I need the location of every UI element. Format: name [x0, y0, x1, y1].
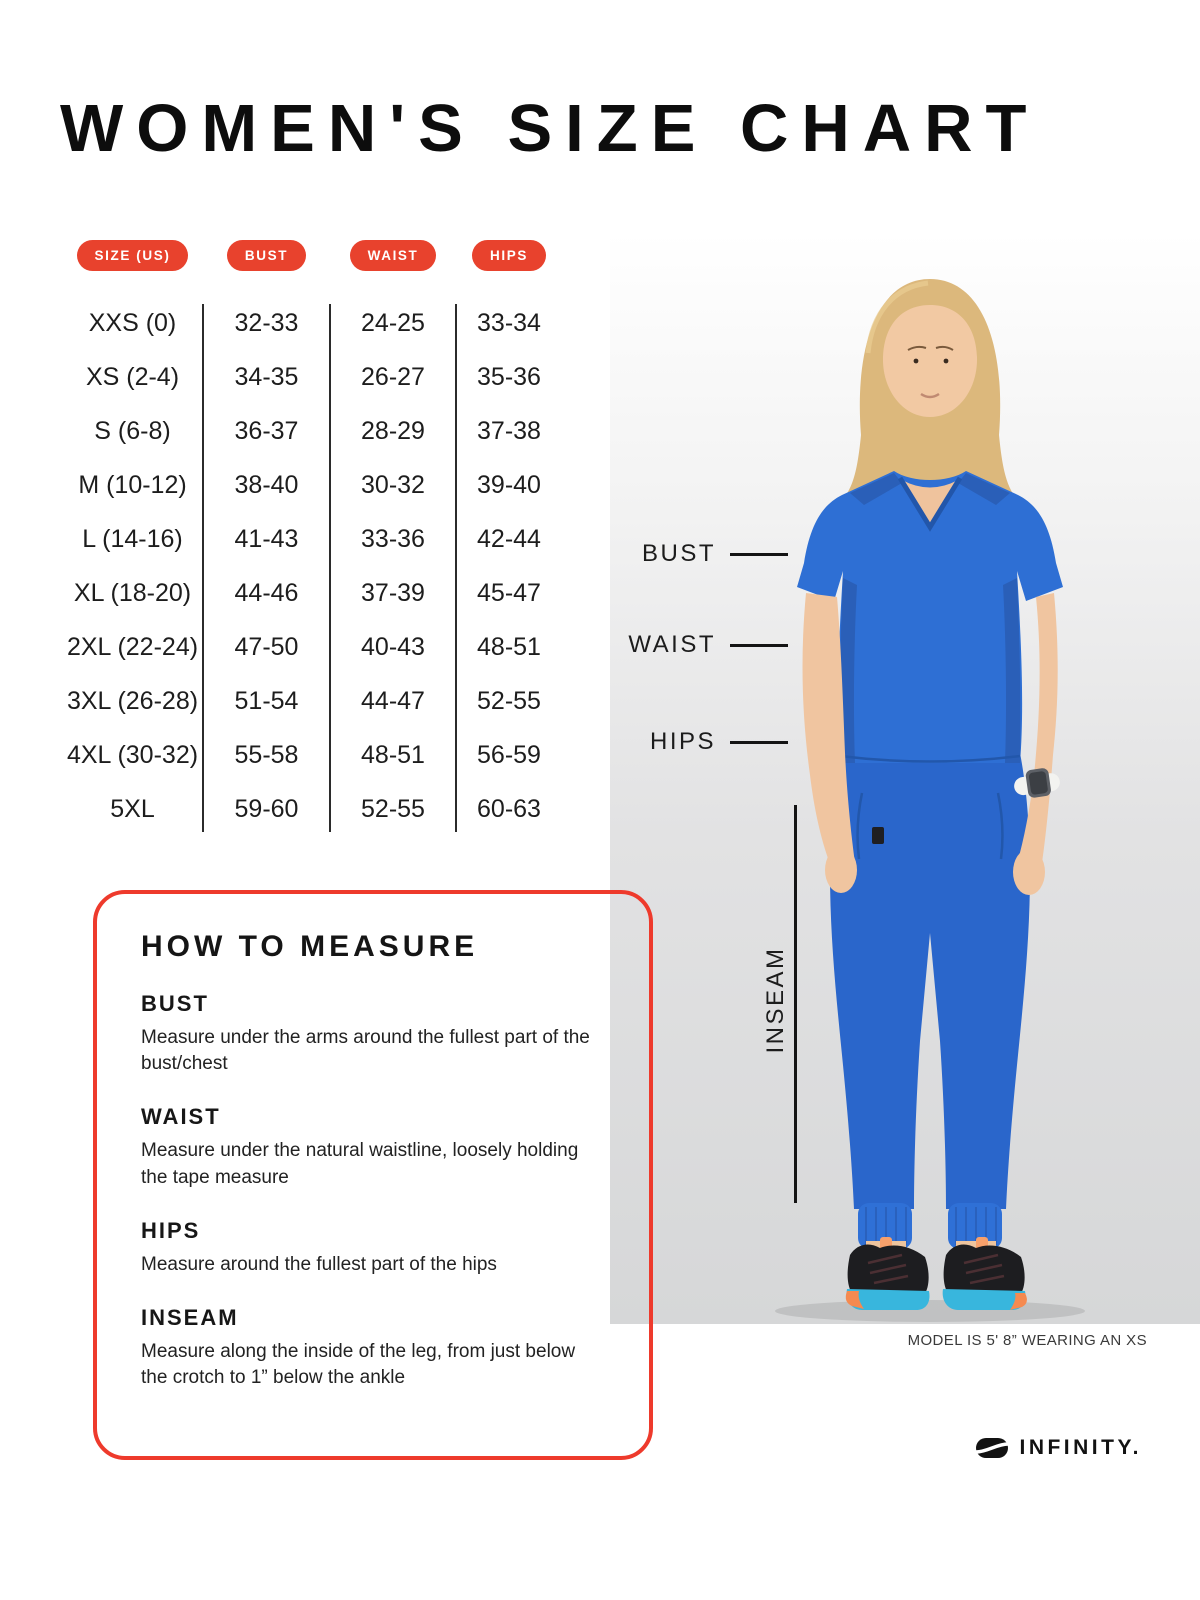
htm-inseam-text: Measure along the inside of the leg, from just below the crotch to 1” below the ankle — [141, 1341, 576, 1389]
bust-cell: 59-60 — [234, 794, 299, 823]
bust-callout-label: BUST — [641, 540, 716, 567]
bust-callout — [628, 540, 788, 568]
hips-cell: 33-34 — [477, 308, 541, 337]
waist-cell: 28-29 — [361, 416, 425, 445]
how-to-measure-box — [93, 890, 653, 1460]
bust-cell: 32-33 — [234, 308, 299, 337]
header-pill-bust: BUST — [227, 240, 306, 271]
table-row — [62, 728, 562, 782]
hips-callout-label: HIPS — [649, 728, 716, 755]
size-cell: 5XL — [110, 794, 155, 823]
model-photo — [610, 232, 1200, 1324]
hips-callout — [628, 728, 788, 756]
hips-cell: 45-47 — [477, 578, 541, 607]
table-row — [62, 566, 562, 620]
table-row — [62, 296, 562, 350]
brand-name: INFINITY. — [1019, 1436, 1142, 1459]
table-row — [62, 620, 562, 674]
header-pill-waist: WAIST — [350, 240, 437, 271]
waist-cell: 30-32 — [361, 470, 425, 499]
htm-hips-label: HIPS — [141, 1217, 201, 1243]
size-cell: S (6-8) — [94, 416, 171, 445]
waist-callout-line — [730, 644, 788, 647]
size-cell: 4XL (30-32) — [66, 740, 199, 769]
hips-cell: 60-63 — [477, 794, 541, 823]
page-title: WOMEN'S SIZE CHART — [60, 91, 1040, 166]
bust-callout-line — [730, 553, 788, 556]
waist-callout-label: WAIST — [628, 631, 716, 658]
size-cell: XS (2-4) — [85, 362, 180, 391]
hips-cell: 42-44 — [477, 524, 541, 553]
size-cell: XL (18-20) — [73, 578, 192, 607]
htm-waist-label: WAIST — [141, 1104, 221, 1130]
size-table-header — [62, 240, 562, 271]
hips-cell: 52-55 — [477, 686, 541, 715]
bust-cell: 34-35 — [234, 362, 299, 391]
size-cell: XXS (0) — [88, 308, 177, 337]
waist-cell: 44-47 — [361, 686, 425, 715]
column-divider — [455, 304, 457, 832]
inseam-callout-line — [794, 805, 797, 1203]
table-row — [62, 782, 562, 836]
hips-callout-line — [730, 741, 788, 744]
sneaker-left — [846, 1237, 930, 1310]
table-row — [62, 512, 562, 566]
infinity-logo-icon — [975, 1436, 1009, 1460]
waist-cell: 33-36 — [361, 524, 425, 553]
header-pill-size: SIZE (US) — [77, 240, 189, 271]
size-table-rows — [62, 296, 562, 836]
how-to-measure-title: HOW TO MEASURE — [141, 930, 479, 963]
inseam-callout-label: INSEAM — [762, 946, 789, 1054]
hips-cell: 35-36 — [477, 362, 541, 391]
bust-cell: 41-43 — [234, 524, 299, 553]
htm-bust-label: BUST — [141, 991, 209, 1016]
waist-cell: 26-27 — [361, 362, 425, 391]
bust-cell: 47-50 — [234, 632, 299, 661]
htm-hips-text: Measure around the fullest part of the hips — [141, 1253, 497, 1275]
htm-bust-text: Measure under the arms around the fullest part of the bust/chest — [141, 1027, 590, 1075]
htm-inseam-label: INSEAM — [141, 1305, 239, 1331]
column-divider — [202, 304, 204, 832]
size-cell: 2XL (22-24) — [66, 632, 199, 661]
table-row — [62, 350, 562, 404]
hips-cell: 48-51 — [477, 632, 541, 661]
sneaker-right — [943, 1237, 1027, 1310]
size-cell: L (14-16) — [82, 524, 183, 553]
table-row — [62, 458, 562, 512]
bust-cell: 44-46 — [234, 578, 299, 607]
waist-cell: 40-43 — [361, 632, 425, 661]
waist-cell: 48-51 — [361, 740, 425, 769]
table-row — [62, 404, 562, 458]
waist-callout — [628, 631, 788, 659]
size-cell: 3XL (26-28) — [66, 686, 199, 715]
bust-cell: 38-40 — [234, 470, 299, 499]
waist-cell: 52-55 — [361, 794, 425, 823]
brand-logo — [975, 1436, 1142, 1460]
model-caption: MODEL IS 5' 8” WEARING AN XS — [907, 1332, 1147, 1349]
bust-cell: 36-37 — [234, 416, 299, 445]
header-pill-hips: HIPS — [472, 240, 546, 271]
bust-cell: 51-54 — [234, 686, 299, 715]
htm-waist-text: Measure under the natural waistline, loosely holding the tape measure — [141, 1140, 579, 1188]
bust-cell: 55-58 — [234, 740, 299, 769]
waist-cell: 37-39 — [361, 578, 425, 607]
size-cell: M (10-12) — [78, 470, 187, 499]
hips-cell: 37-38 — [477, 416, 541, 445]
table-row — [62, 674, 562, 728]
column-divider — [329, 304, 331, 832]
waist-cell: 24-25 — [361, 308, 425, 337]
model-illustration — [610, 232, 1200, 1324]
hips-cell: 39-40 — [477, 470, 541, 499]
hips-cell: 56-59 — [477, 740, 541, 769]
